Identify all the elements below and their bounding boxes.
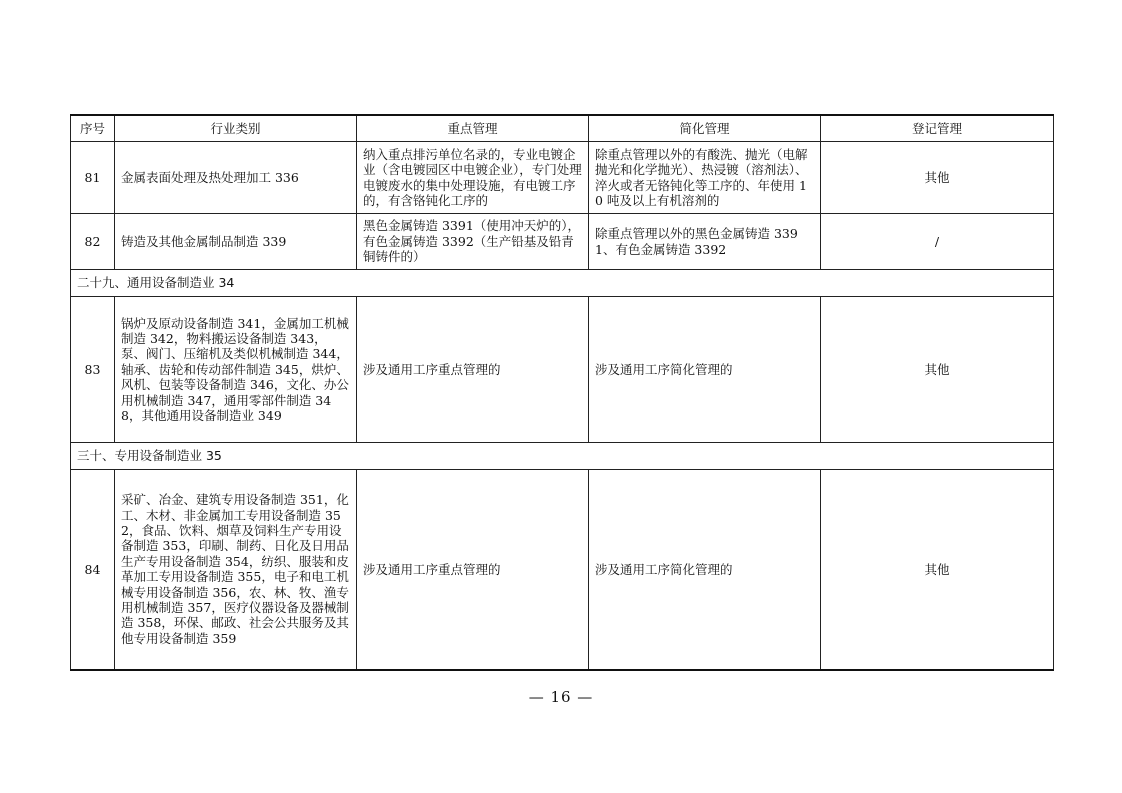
industry-cell: 锅炉及原动设备制造 341，金属加工机械制造 342，物料搬运设备制造 343，泵、阀门、压缩机及类似机械制造 344，轴承、齿轮和传动部件制造 345，烘炉、风机、包装等设备制造 346，文化、办公用机械制造 347，通用零部件制造 348，其他通用设备制造业 349 (115, 297, 357, 443)
header-registration-management: 登记管理 (821, 115, 1054, 142)
simplified-management-cell: 涉及通用工序简化管理的 (589, 297, 821, 443)
header-industry: 行业类别 (115, 115, 357, 142)
simplified-management-cell: 除重点管理以外的有酸洗、抛光（电解抛光和化学抛光）、热浸镀（溶剂法）、淬火或者无铬钝化等工序的、年使用 10 吨及以上有机溶剂的 (589, 142, 821, 214)
key-management-cell: 黑色金属铸造 3391（使用冲天炉的），有色金属铸造 3392（生产铅基及铅青铜铸件的） (357, 214, 589, 270)
row-number: 82 (71, 214, 115, 270)
key-management-cell: 纳入重点排污单位名录的，专业电镀企业（含电镀园区中电镀企业），专门处理电镀废水的集中处理设施，有电镀工序的，有含铬钝化工序的 (357, 142, 589, 214)
section-title: 二十九、通用设备制造业 34 (71, 270, 1054, 297)
row-number: 84 (71, 470, 115, 670)
registration-management-cell: 其他 (821, 297, 1054, 443)
registration-management-cell: / (821, 214, 1054, 270)
industry-cell: 采矿、冶金、建筑专用设备制造 351，化工、木材、非金属加工专用设备制造 352，食品、饮料、烟草及饲料生产专用设备制造 353，印刷、制药、日化及日用品生产专用设备制造 354，纺织、服装和皮革加工专用设备制造 355，电子和电工机械专用设备制造 356，农、林、牧、渔专用机械制造 357，医疗仪器设备及器械制造 358，环保、邮政、社会公共服务及其他专用设备制造 359 (115, 470, 357, 670)
row-number: 81 (71, 142, 115, 214)
simplified-management-cell: 涉及通用工序简化管理的 (589, 470, 821, 670)
registration-management-cell: 其他 (821, 470, 1054, 670)
table-row (71, 142, 1054, 214)
table-row (71, 297, 1054, 443)
key-management-cell: 涉及通用工序重点管理的 (357, 470, 589, 670)
registration-management-cell: 其他 (821, 142, 1054, 214)
table-header-row (71, 115, 1054, 142)
section-title: 三十、专用设备制造业 35 (71, 443, 1054, 470)
industry-cell: 铸造及其他金属制品制造 339 (115, 214, 357, 270)
page-number: — 16 — (528, 688, 594, 706)
industry-cell: 金属表面处理及热处理加工 336 (115, 142, 357, 214)
key-management-cell: 涉及通用工序重点管理的 (357, 297, 589, 443)
row-number: 83 (71, 297, 115, 443)
section-row (71, 443, 1054, 470)
classification-table (70, 114, 1054, 671)
table-row (71, 470, 1054, 670)
section-row (71, 270, 1054, 297)
simplified-management-cell: 除重点管理以外的黑色金属铸造 3391、有色金属铸造 3392 (589, 214, 821, 270)
header-key-management: 重点管理 (357, 115, 589, 142)
header-no: 序号 (71, 115, 115, 142)
table-row (71, 214, 1054, 270)
header-simplified-management: 简化管理 (589, 115, 821, 142)
